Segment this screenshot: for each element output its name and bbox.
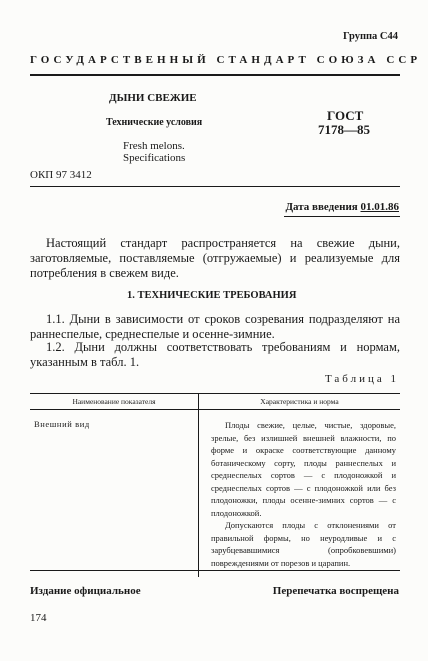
intro-date-rule xyxy=(284,216,400,217)
standard-name: ДЫНИ СВЕЖИЕ xyxy=(109,92,197,104)
table-row xyxy=(30,410,400,578)
english-title-line2: Specifications xyxy=(123,152,186,164)
footer-reprint-prohibited: Перепечатка воспрещена xyxy=(272,585,399,597)
okp-rule xyxy=(30,186,400,187)
gost-number: 7178—85 xyxy=(318,122,370,137)
table-cell-name xyxy=(30,410,199,578)
row-appearance-desc-2: Допускаются плоды с отклонениями от правильной формы, но неуродливые и с зарубцевавшимися (опробковевшими) повреждениями от порезов и царапин. xyxy=(211,520,396,568)
intro-paragraph: Настоящий стандарт распространяется на свежие дыни, заготовляемые, поставляемые (отгружаемые) и реализуемые для потребления в свежем виде. xyxy=(30,236,400,280)
page-number: 174 xyxy=(30,612,47,624)
english-title-line1: Fresh melons. xyxy=(123,140,185,152)
table-caption: Таблица 1 xyxy=(324,373,399,385)
row-appearance-name: Внешний вид xyxy=(34,419,90,429)
group-code: Группа С44 xyxy=(342,31,398,42)
okp-code: ОКП 97 3412 xyxy=(30,169,92,181)
table-1 xyxy=(30,393,400,577)
table-header-characteristic: Характеристика и норма xyxy=(199,394,401,410)
section-1-title: 1. ТЕХНИЧЕСКИЕ ТРЕБОВАНИЯ xyxy=(127,290,297,301)
header-rule xyxy=(30,74,400,76)
table-bottom-rule xyxy=(30,570,400,571)
table-cell-description xyxy=(199,410,401,578)
row-appearance-desc-1: Плоды свежие, целые, чистые, здоровые, зрелые, без излишней внешней влажности, по форме и окраске соответствующие данному ботаническому сорту, плоды раннеспелых и среднеспелых сортов — с плодоножкой и среднеспелых сортов — с плодоножкой или без плодоножки, плоды осенне-зимних сортов — с плодоножкой. xyxy=(211,420,396,518)
paragraph-1-2: 1.2. Дыни должны соответствовать требованиям и нормам, указанным в табл. 1. xyxy=(30,340,400,369)
document-header-title: ГОСУДАРСТВЕННЫЙ СТАНДАРТ СОЮЗА ССР xyxy=(30,54,422,66)
intro-date xyxy=(285,201,399,213)
intro-date-value: 01.01.86 xyxy=(360,201,399,213)
table-header-row xyxy=(30,394,400,410)
gost-label: ГОСТ xyxy=(327,108,364,123)
intro-date-label: Дата введения xyxy=(285,201,358,213)
table-header-indicator: Наименование показателя xyxy=(30,394,199,410)
footer-official-edition: Издание официальное xyxy=(30,585,141,597)
paragraph-1-1: 1.1. Дыни в зависимости от сроков созревания подразделяют на раннеспелые, среднеспелые и осенне-зимние. xyxy=(30,312,400,341)
standard-subtitle: Технические условия xyxy=(106,117,203,128)
